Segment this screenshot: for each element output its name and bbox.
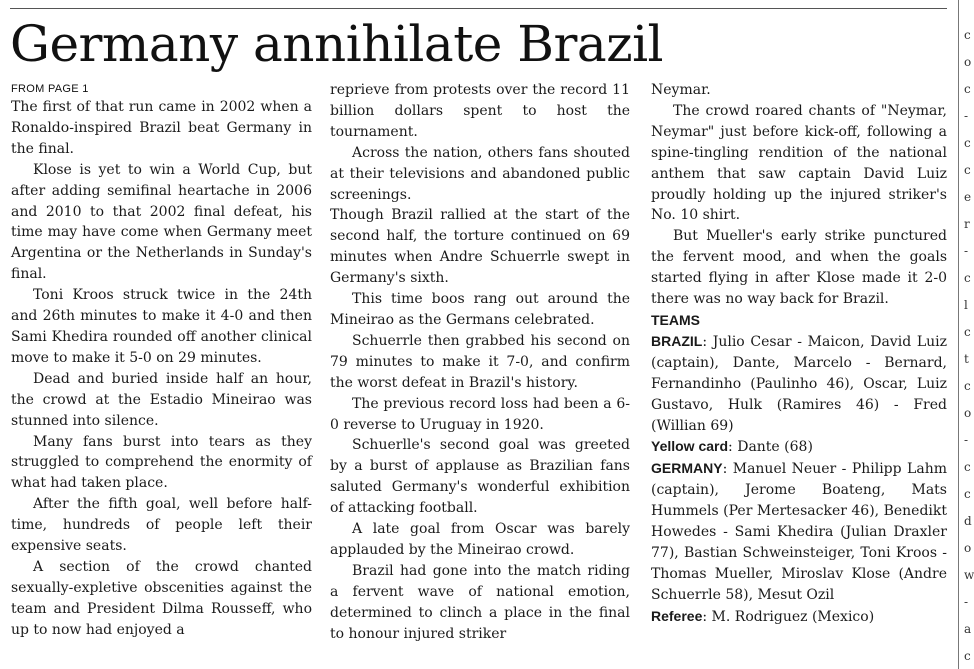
paragraph: After the fifth goal, well before half-time, hundreds of people left their expensive seats.	[11, 496, 312, 555]
paragraph: The first of that run came in 2002 when a Ronaldo-inspired Brazil beat Germany in the final.	[11, 99, 312, 157]
lineup-label: GERMANY	[651, 460, 723, 477]
paragraph: Across the nation, others fans shouted at their televisions and abandoned public screenings.	[330, 144, 630, 203]
lineup-brazil	[651, 331, 947, 437]
edge-glyph: c	[964, 325, 971, 339]
paragraph: A section of the crowd chanted sexually-expletive obscenities against the team and President Dilma Rousseff, who up to now had enjoyed a	[11, 558, 312, 638]
edge-glyph: -	[964, 433, 969, 447]
edge-glyph: -	[964, 595, 969, 609]
paragraph: A late goal from Oscar was barely applauded by the Mineirao crowd.	[330, 521, 630, 558]
edge-glyph: -	[964, 244, 969, 258]
edge-glyph: c	[964, 649, 971, 663]
edge-glyph: c	[964, 163, 971, 177]
continued-from-label: FROM PAGE 1	[11, 83, 89, 95]
paragraph: reprieve from protests over the record 11 billion dollars spent to host the tournament.	[330, 82, 630, 140]
edge-glyph: o	[964, 55, 972, 69]
edge-glyph: r	[964, 217, 970, 231]
edge-glyph: o	[964, 541, 972, 555]
top-rule	[10, 8, 947, 9]
edge-glyph: c	[964, 460, 971, 474]
article-column-2	[330, 80, 630, 644]
edge-glyph: c	[964, 379, 971, 393]
paragraph: Dead and buried inside half an hour, the crowd at the Estadio Mineirao was stunned into silence.	[11, 370, 312, 429]
paragraph: Brazil had gone into the match riding a fervent wave of national emotion, determined to clinch a place in the final to honour injured striker	[330, 562, 630, 642]
paragraph: Klose is yet to win a World Cup, but after adding semifinal heartache in 2006 and 2010 to that 2002 final defeat, his time may have come when Germany meet Argentina or the Netherlands in Sunday's final.	[11, 161, 312, 283]
paragraph: Schuerlle's second goal was greeted by a burst of applause as Brazilian fans saluted Germany's wonderful exhibition of attacking football.	[330, 437, 630, 517]
lineup-label: BRAZIL	[651, 332, 703, 349]
headline: Germany annihilate Brazil	[10, 15, 664, 73]
edge-glyph: w	[964, 568, 974, 582]
article-column-3	[651, 80, 947, 628]
yellow-card-line	[651, 436, 947, 458]
edge-glyph: l	[964, 298, 968, 312]
paragraph: The previous record loss had been a 6-0 reverse to Uruguay in 1920.	[330, 395, 630, 433]
article-column-1	[11, 97, 312, 641]
edge-glyph: a	[964, 622, 972, 636]
lineup-germany	[651, 458, 947, 605]
edge-glyph: c	[964, 82, 971, 96]
edge-glyph: d	[964, 514, 972, 528]
edge-glyph: t	[964, 352, 969, 366]
lineup-text: : Dante (68)	[728, 439, 813, 456]
lineup-text: : Manuel Neuer - Philipp Lahm (captain), Jerome Boateng, Mats Hummels (Per Mertesacker 46), Benedikt Howedes - Sami Khedira (Julian Draxler 77), Bastian Schweinsteiger, Toni Kroos - Thomas Mueller, Miroslav Klose (Andre Schuerrle 58), Mesut Ozil	[651, 461, 947, 603]
paragraph: Many fans burst into tears as they struggled to comprehend the enormity of what had taken place.	[11, 433, 312, 492]
edge-glyph: c	[964, 136, 971, 150]
paragraph: Schuerrle then grabbed his second on 79 minutes to make it 7-0, and confirm the worst defeat in Brazil's history.	[330, 332, 630, 391]
paragraph: Neymar.	[651, 82, 711, 98]
paragraph: The crowd roared chants of "Neymar, Neymar" just before kick-off, following a spine-tingling rendition of the national anthem that saw captain David Luiz proudly holding up the injured striker's No. 10 shirt.	[651, 102, 947, 224]
paragraph: Toni Kroos struck twice in the 24th and 26th minutes to make it 4-0 and then Sami Khedira rounded off another clinical move to make it 5-0 on 29 minutes.	[11, 287, 312, 366]
edge-glyph: e	[964, 190, 972, 204]
lineup-label: Referee	[651, 607, 703, 624]
paragraph: But Mueller's early strike punctured the fervent mood, and when the goals started flying in after Klose made it 2-0 there was no way back for Brazil.	[651, 228, 947, 308]
edge-glyph: c	[964, 487, 971, 501]
edge-glyph: c	[964, 28, 971, 42]
edge-glyph: o	[964, 406, 972, 420]
lineup-label: Yellow card	[651, 438, 729, 455]
edge-glyph: c	[964, 271, 971, 285]
edge-glyph: -	[964, 109, 969, 123]
teams-heading: TEAMS	[651, 311, 700, 328]
lineup-text: : Julio Cesar - Maicon, David Luiz (captain), Dante, Marcelo - Bernard, Fernandinho (Paulinho 46), Oscar, Luiz Gustavo, Hulk (Ramires 46) - Fred (Willian 69)	[651, 333, 947, 434]
lineup-text: : M. Rodriguez (Mexico)	[702, 608, 875, 625]
paragraph: This time boos rang out around the Mineirao as the Germans celebrated.	[330, 291, 630, 328]
adjacent-column-edge	[958, 0, 972, 669]
paragraph: Though Brazil rallied at the start of the second half, the torture continued on 69 minutes when Andre Schuerrle swept in Germany's sixth.	[330, 207, 630, 287]
referee-line	[651, 606, 947, 628]
